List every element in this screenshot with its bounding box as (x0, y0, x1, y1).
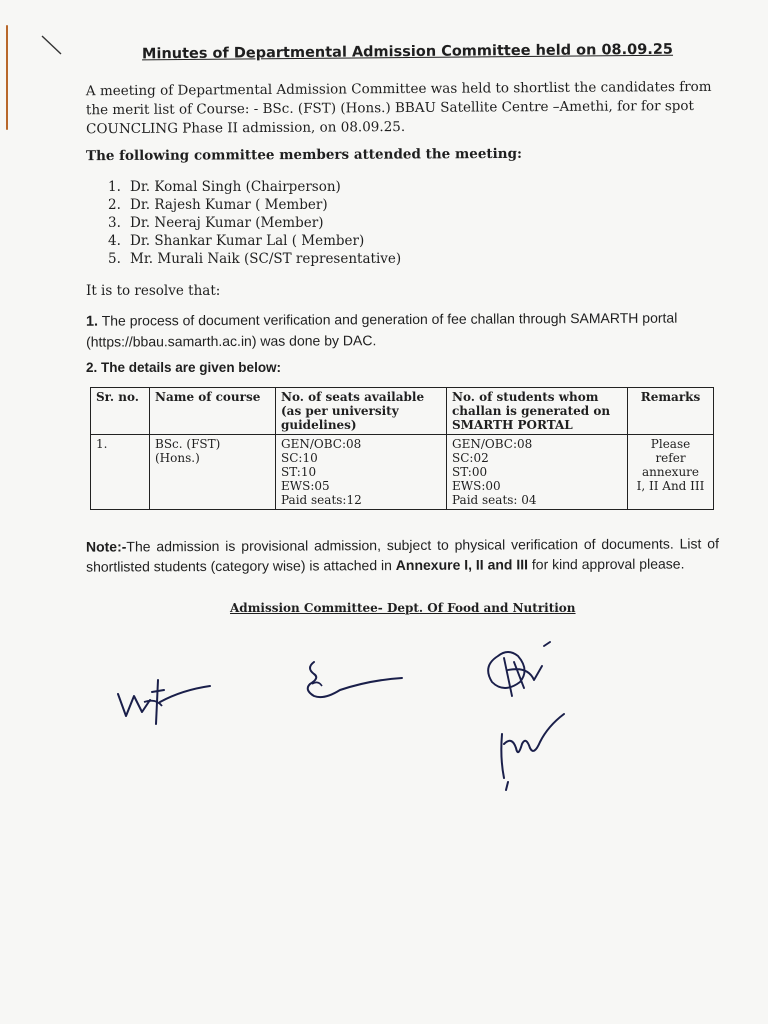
member-name: Mr. Murali Naik (SC/ST representative) (130, 251, 402, 267)
member-number: 5. (108, 251, 121, 267)
member-name: Dr. Komal Singh (Chairperson) (130, 179, 341, 195)
signature-4 (494, 708, 574, 798)
signature-1 (112, 672, 222, 732)
resolve-statement: It is to resolve that: (86, 283, 221, 299)
page-edge-mark (6, 25, 8, 130)
member-name: Dr. Rajesh Kumar ( Member) (130, 197, 328, 213)
student-line: Paid seats: 04 (452, 493, 537, 507)
member-name: Dr. Neeraj Kumar (Member) (130, 215, 324, 231)
committee-members-list (108, 178, 401, 268)
intro-paragraph: A meeting of Departmental Admission Committee was held to shortlist the candidates from the merit list of Course: - BSc. (FST) (Hons.) BBAU Satellite Centre –Amethi, for for spot COUNCLING Phase II admission, on 08.09.25. (85, 78, 712, 138)
member-name: Dr. Shankar Kumar Lal ( Member) (130, 233, 365, 249)
committee-footer-title: Admission Committee- Dept. Of Food and Nutrition (230, 601, 576, 615)
table-header-row (91, 388, 714, 435)
member-item (108, 214, 401, 232)
cell-course (150, 435, 276, 510)
table-row (91, 435, 714, 510)
member-number: 1. (108, 179, 121, 195)
course-line: (Hons.) (155, 451, 200, 465)
point-text: The process of document verification and generation of fee challan through SAMARTH portal (https://bbau.samarth.ac.in) was done by DAC. (86, 309, 678, 350)
cell-remarks (628, 435, 714, 510)
signature-2 (300, 656, 410, 706)
member-number: 3. (108, 215, 121, 231)
member-number: 4. (108, 233, 121, 249)
column-header-sr-no: Sr. no. (91, 388, 150, 435)
admission-details-table (90, 387, 714, 510)
pen-stroke-mark (40, 34, 64, 58)
column-header-remarks: Remarks (628, 388, 714, 435)
note-annexure: Annexure I, II and III (395, 556, 529, 574)
resolution-point-1 (86, 307, 736, 351)
cell-sr-no: 1. (91, 435, 150, 510)
note-end: for kind approval please. (527, 555, 685, 573)
point-number: 1. (85, 313, 99, 330)
remark-line: refer (655, 451, 686, 465)
remark-line: Please (650, 437, 691, 451)
document-title: Minutes of Departmental Admission Committee held on 08.09.25 (141, 41, 674, 63)
seat-line: Paid seats:12 (281, 493, 362, 507)
cell-challan-students (447, 435, 628, 510)
student-line: EWS:00 (452, 479, 501, 493)
member-item (108, 250, 401, 268)
note-paragraph (86, 533, 719, 576)
member-number: 2. (108, 197, 121, 213)
details-heading: 2. The details are given below: (86, 360, 282, 375)
member-item (108, 232, 401, 250)
signature-3 (478, 636, 568, 706)
note-label: Note:- (85, 538, 127, 555)
seat-line: GEN/OBC:08 (281, 437, 362, 451)
seat-line: SC:10 (281, 451, 318, 465)
cell-seats-available (276, 435, 447, 510)
member-item (108, 196, 401, 214)
seat-line: EWS:05 (281, 479, 330, 493)
remark-line: I, II And III (636, 479, 705, 493)
column-header-seats-available: No. of seats available (as per university guidelines) (276, 388, 447, 435)
student-line: GEN/OBC:08 (452, 437, 533, 451)
student-line: SC:02 (452, 451, 489, 465)
seat-line: ST:10 (281, 465, 317, 479)
attendees-heading: The following committee members attended the meeting: (85, 145, 523, 165)
column-header-course: Name of course (150, 388, 276, 435)
remark-line: annexure (641, 465, 700, 479)
student-line: ST:00 (452, 465, 488, 479)
note-text: The admission is provisional admission, subject to physical verification of documents. List of shortlisted students (category wise) is attached in (86, 535, 719, 575)
course-line: BSc. (FST) (155, 437, 221, 451)
column-header-challan-students: No. of students whom challan is generated on SMARTH PORTAL (447, 388, 628, 435)
member-item (108, 178, 401, 196)
